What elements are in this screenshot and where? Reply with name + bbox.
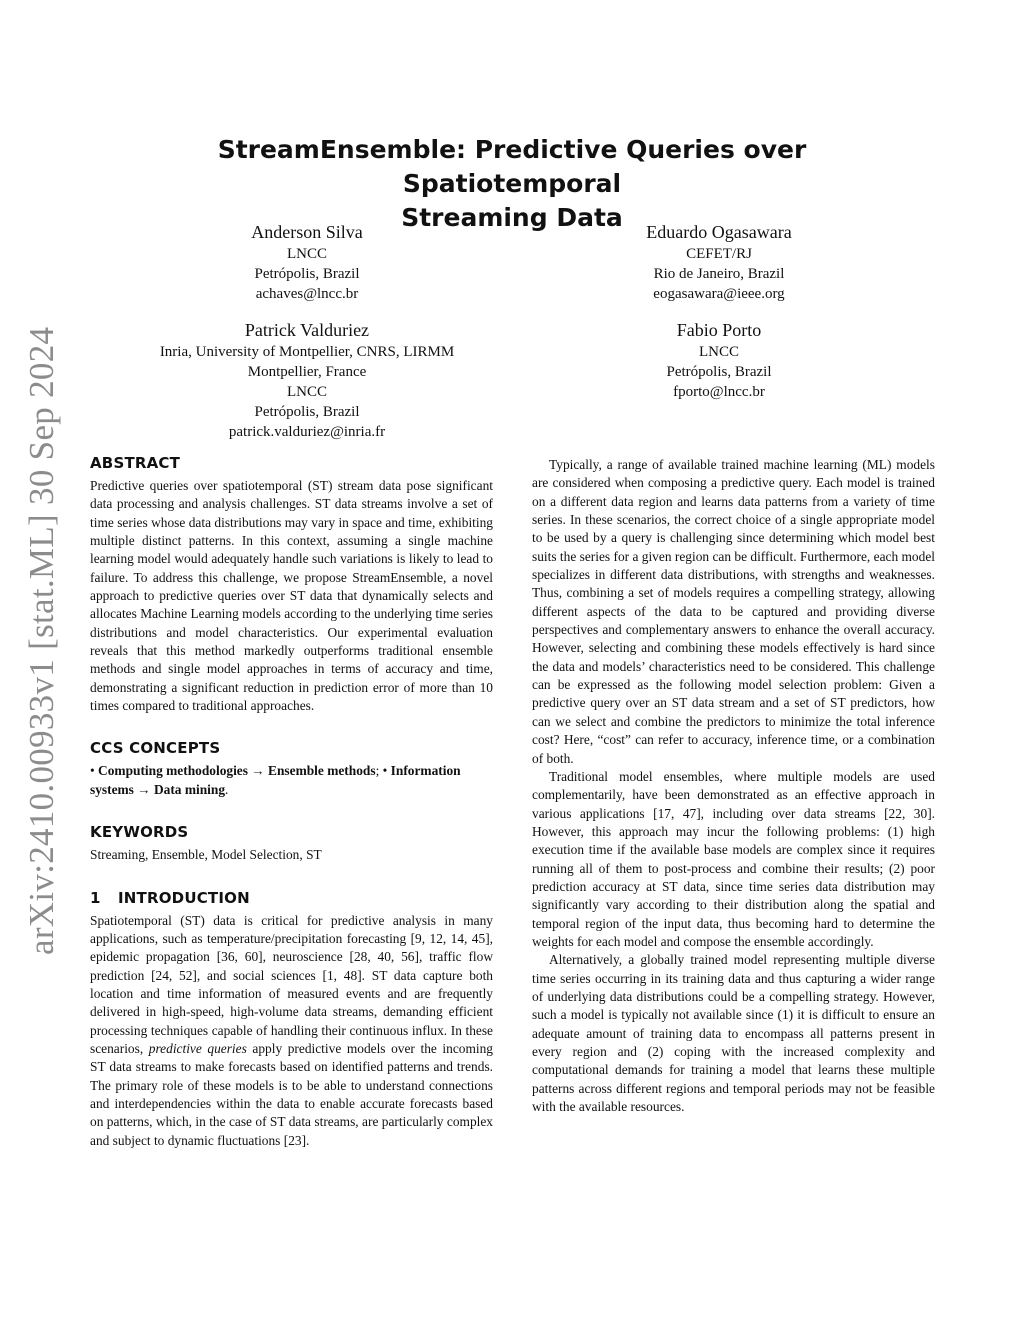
ccs-item-1: Computing methodologies → Ensemble methods (98, 763, 376, 779)
author-block-silva (207, 220, 407, 304)
author-affiliation: LNCC (286, 246, 327, 262)
right-column (532, 456, 935, 1116)
author-affiliation-2: LNCC (286, 384, 327, 400)
ccs-separator: ; • (375, 763, 391, 779)
title-line-2: Streaming Data (401, 203, 623, 232)
intro-p1-part-a: Spatiotemporal (ST) data is critical for predictive analysis in many applications, such as temperature/precipitation forecasting [9, 12, 14, 45], epidemic propagation [36, 60], neuroscience [28, 40, 56], traffic flow prediction [24, 52], and social sciences [1, 48]. ST data capture both location and time information of measured events and are frequently delivered in high-speed, high-volume data streams, demanding efficient processing techniques capable of handling their continuous influx. In these scenarios, (90, 912, 493, 1056)
author-affiliation: CEFET/RJ (686, 246, 752, 262)
intro-paragraph-3: Traditional model ensembles, where multiple models are used complementarily, have been demonstrated as an effective approach in various applications [17, 47], including over data streams [22, 30]. However, this approach may incur the following problems: (1) high execution time if the available base models are complex since it requires running all of them to post-process and combine their results; (2) poor prediction accuracy at ST data, since time series data distribution may significantly vary according to their distribution along the spatial and temporal region of the input data, thus becoming hard to determine the weights for each model and compose the ensemble accordingly. (532, 768, 935, 949)
section-title: INTRODUCTION (118, 888, 250, 907)
keywords-text: Streaming, Ensemble, Model Selection, ST (90, 847, 322, 863)
author-block-ogasawara (606, 220, 832, 304)
ccs-heading: CCS CONCEPTS (90, 739, 221, 758)
ccs-text (90, 762, 493, 799)
author-location-2: Petrópolis, Brazil (254, 404, 360, 420)
author-affiliation: LNCC (698, 344, 739, 360)
author-affiliation: Inria, University of Montpellier, CNRS, LIRMM (159, 344, 455, 360)
ccs-item-2: Information systems → Data mining (90, 763, 461, 797)
author-name: Patrick Valduriez (244, 320, 370, 340)
author-email: achaves@lncc.br (255, 286, 359, 302)
author-block-valduriez (132, 318, 482, 442)
author-location: Rio de Janeiro, Brazil (653, 266, 785, 282)
ccs-bullet: • (90, 763, 99, 779)
author-name: Anderson Silva (251, 222, 363, 242)
arxiv-identifier-stamp: arXiv:2410.00933v1 [stat.ML] 30 Sep 2024 (22, 326, 61, 955)
left-column (90, 452, 493, 1150)
section-number: 1 (90, 888, 101, 907)
author-name: Eduardo Ogasawara (646, 222, 792, 242)
author-block-porto (619, 318, 819, 402)
author-email: patrick.valduriez@inria.fr (228, 424, 386, 440)
ccs-end: . (225, 781, 229, 797)
intro-paragraph-4: Alternatively, a globally trained model representing multiple diverse time series occurring in its training data and thus capturing a wider range of underlying data distributions could be a compelling strategy. However, such a model is typically not available since (1) it is difficult to ensure an adequate amount of training data to encompass all patterns present in every region and (2) coping with the increased complexity and computational demands for training a model that learns these multiple patterns across different regions and temporal periods may not be feasible with the available resources. (532, 952, 935, 1115)
keywords-heading: KEYWORDS (90, 823, 189, 842)
intro-p1-emphasis: predictive queries (148, 1040, 247, 1056)
intro-paragraph-1 (90, 912, 493, 1150)
title-line-1: StreamEnsemble: Predictive Queries over Spatiotemporal (217, 135, 807, 198)
introduction-heading (90, 887, 493, 909)
author-location: Montpellier, France (247, 364, 367, 380)
author-location: Petrópolis, Brazil (666, 364, 772, 380)
author-email: fporto@lncc.br (673, 384, 765, 400)
intro-p1-part-b: apply predictive models over the incoming ST data streams to make forecasts based on identified patterns and trends. The primary role of these models is to be able to understand connections and interdependencies within the data to enable accurate forecasts based on patterns, which, in the case of ST data streams, are particularly complex and subject to dynamic fluctuations [23]. (90, 1040, 493, 1148)
author-name: Fabio Porto (676, 320, 762, 340)
abstract-text: Predictive queries over spatiotemporal (ST) stream data pose significant data processing and analysis challenges. ST data streams involve a set of time series whose data distributions may vary in space and time, exhibiting multiple distinct patterns. In this context, assuming a single machine learning model would adequately handle such variations is likely to lead to failure. To address this challenge, we propose StreamEnsemble, a novel approach to predictive queries over ST data that dynamically selects and allocates Machine Learning models according to the underlying time series distributions and model characteristics. Our experimental evaluation reveals that this method markedly outperforms traditional ensemble methods and single model approaches in terms of accuracy and time, demonstrating a significant reduction in prediction error of more than 10 times compared to traditional approaches. (90, 478, 493, 714)
intro-paragraph-2: Typically, a range of available trained machine learning (ML) models are considered when composing a predictive query. Each model is trained on a different data region and learns data patterns from a variety of time series. In these scenarios, the correct choice of a single appropriate model to be used by a query is challenging since determining which model best suits the series for a given region can be difficult. Furthermore, each model specializes in different data distributions, with strengths and weaknesses. Thus, combining a set of models requires a compelling strategy, allowing different aspects of the data to be captured and providing diverse perspectives and complementary answers to enhance the overall accuracy. However, selecting and combining these models effectively is hard since the data and models’ characteristics need to be considered. This challenge can be expressed as the following model selection problem: Given a predictive query over an ST data stream and a set of ST predictors, how can we select and combine the predictors to minimize the total inference cost? Here, “cost” can refer to accuracy, inference time, or a combination of both. (532, 457, 935, 766)
abstract-heading: ABSTRACT (90, 454, 181, 472)
author-location: Petrópolis, Brazil (254, 266, 360, 282)
author-email: eogasawara@ieee.org (653, 286, 785, 302)
